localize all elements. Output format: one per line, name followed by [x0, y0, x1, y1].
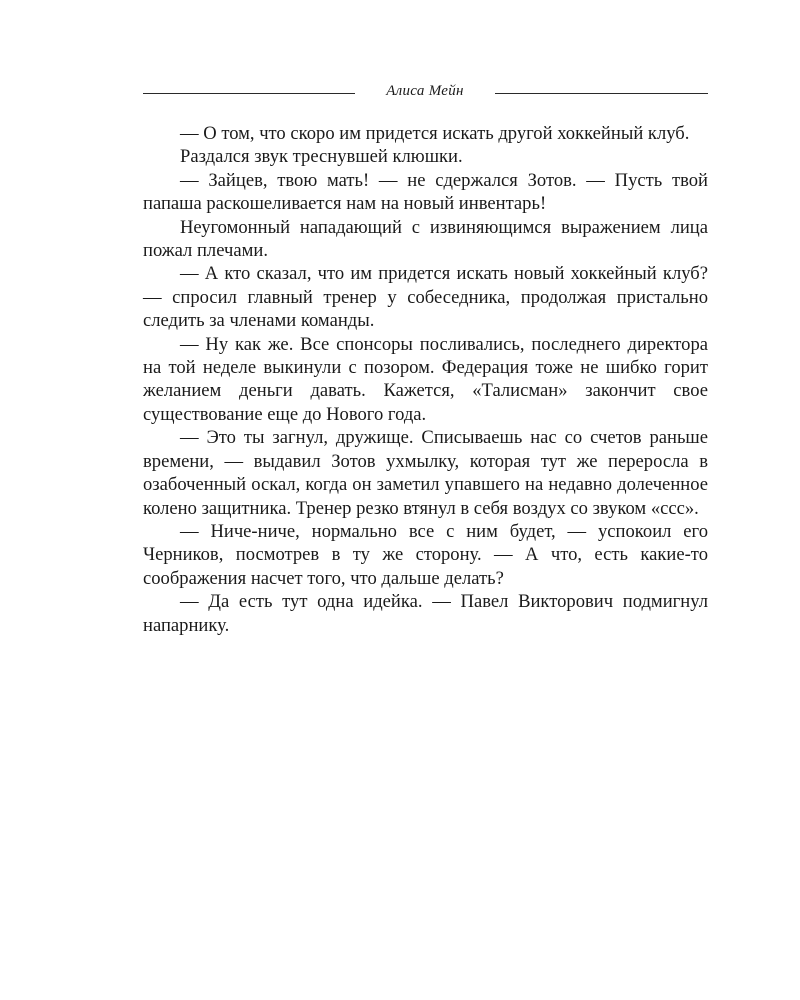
- header-author-name: Алиса Мейн: [386, 83, 464, 99]
- header-rule-left: [143, 93, 355, 94]
- paragraph: — Да есть тут одна идейка. — Павел Викторович подмигнул напарнику.: [143, 591, 708, 636]
- paragraph: — Ну как же. Все спонсоры посливались, последнего директора на той неделе выкинули с позором. Федерация тоже не шибко горит желанием деньги давать. Кажется, «Талисман» закончит свое существование еще до Нового года.: [143, 333, 708, 425]
- body-text: [143, 122, 708, 637]
- running-header: [143, 80, 708, 102]
- paragraph: Неугомонный нападающий с извиняющимся выражением лица пожал плечами.: [143, 216, 708, 262]
- paragraph: — Ниче-ниче, нормально все с ним будет, — успокоил его Черников, посмотрев в ту же сторону. — А что, есть какие-то соображения насчет того, что дальше делать?: [143, 520, 708, 589]
- paragraph: Раздался звук треснувшей клюшки.: [180, 146, 463, 168]
- paragraph: — Зайцев, твою мать! — не сдержался Зотов. — Пусть твой папаша раскошеливается нам на новый инвентарь!: [143, 169, 708, 215]
- paragraph: — А кто сказал, что им придется искать новый хоккейный клуб? — спросил главный тренер у собеседника, продолжая пристально следить за членами команды.: [143, 263, 708, 332]
- header-rule-right: [495, 93, 708, 94]
- paragraph: — О том, что скоро им придется искать другой хоккейный клуб.: [180, 123, 690, 144]
- paragraph: — Это ты загнул, дружище. Списываешь нас со счетов раньше времени, — выдавил Зотов ухмылку, которая тут же переросла в озабоченный оскал, когда он заметил упавшего на недавно долеченное колено защитника. Тренер резко втянул в себя воздух со звуком «ссс».: [143, 427, 708, 519]
